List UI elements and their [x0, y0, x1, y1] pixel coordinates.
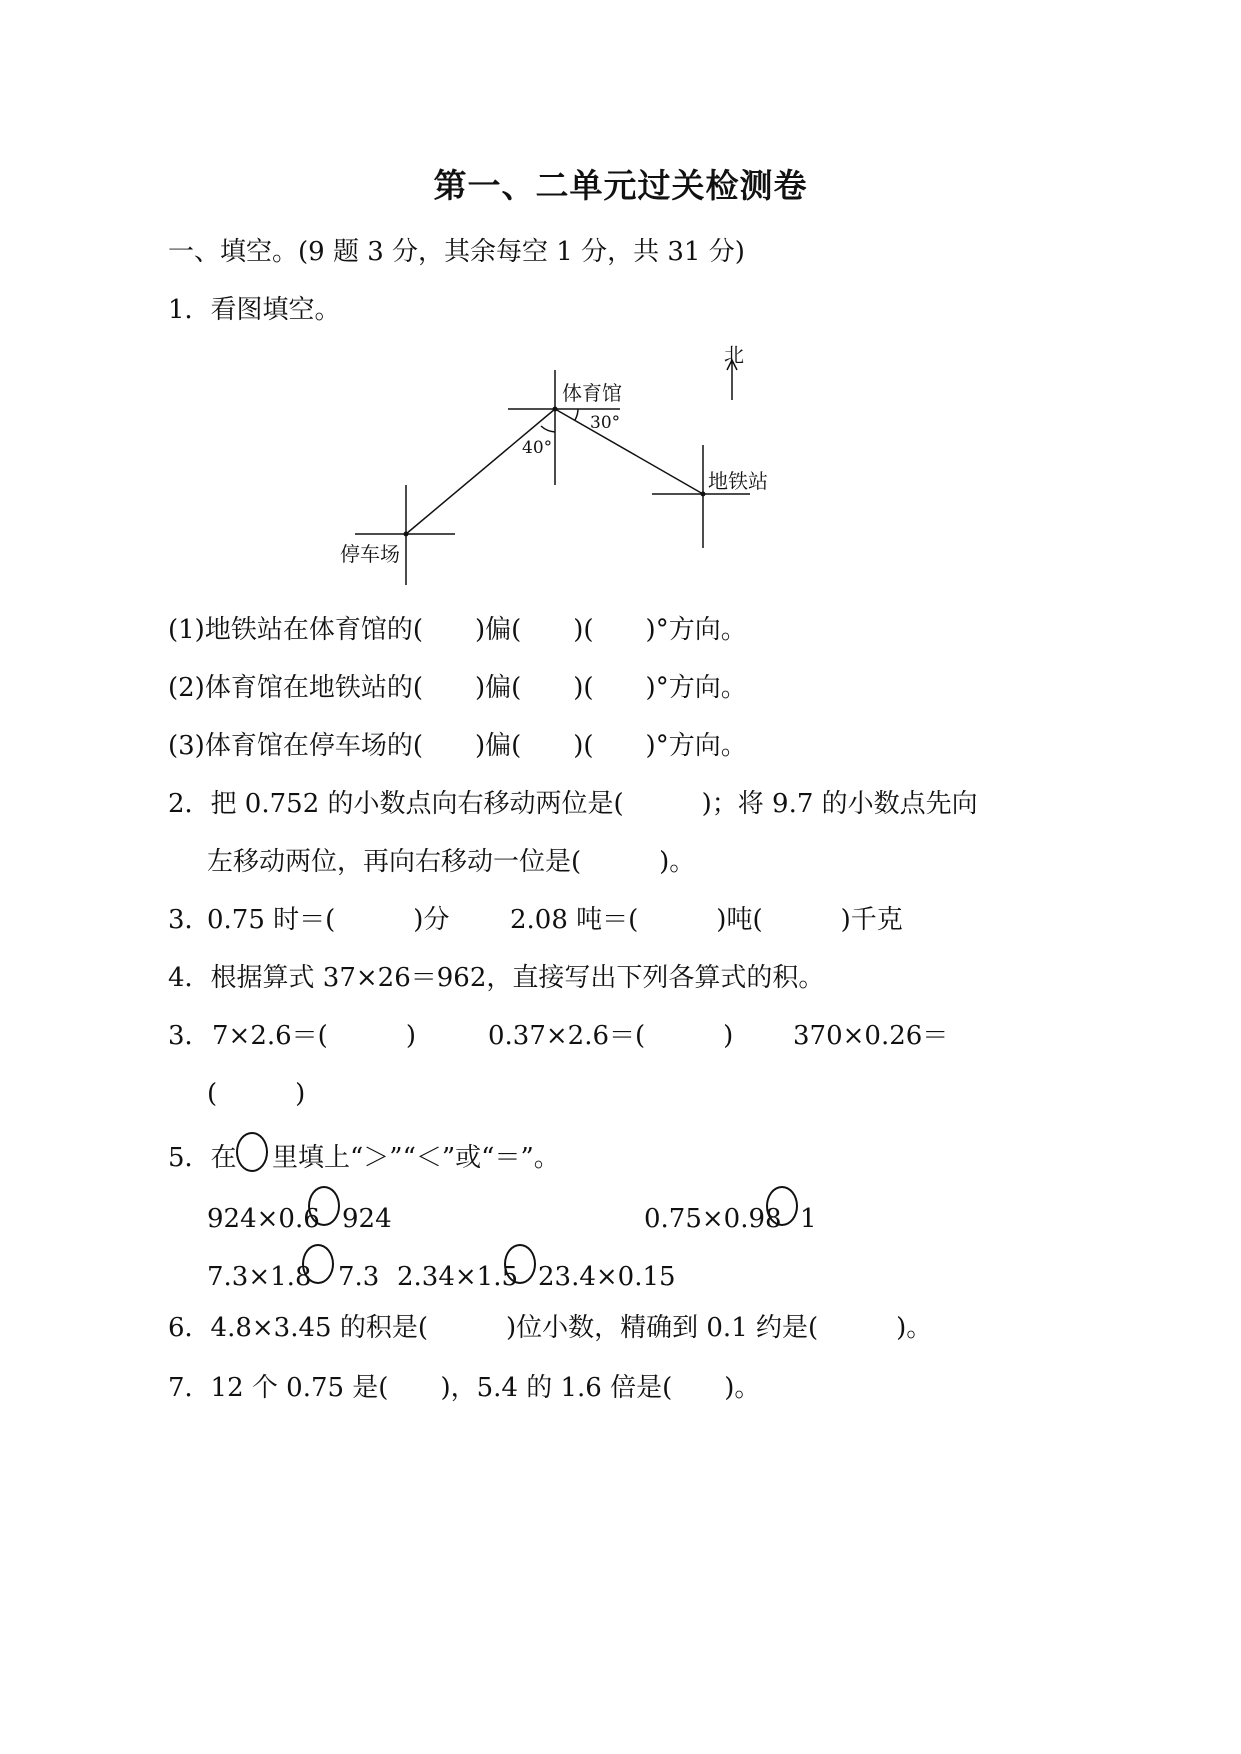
compare-4-circle[interactable] [504, 1244, 536, 1284]
question-5-prompt-a: 5．在 [168, 1143, 237, 1173]
question-3-part-a: 0.75 时＝( )分 [207, 905, 450, 935]
compare-3-left: 7.3×1.8 [207, 1262, 312, 1292]
page-title: 第一、二单元过关检测卷 [433, 166, 808, 205]
compare-3-right: 7.3 [338, 1262, 380, 1292]
question-4-prompt: 4．根据算式 37×26＝962，直接写出下列各算式的积。 [168, 963, 825, 993]
question-4-part-b: 0.37×2.6＝( ) [488, 1021, 734, 1051]
question-1-sub-3: (3)体育馆在停车场的( )偏( )( )°方向。 [168, 731, 747, 761]
question-1-sub-1: (1)地铁站在体育馆的( )偏( )( )°方向。 [168, 615, 747, 645]
angle-30-label: 30° [590, 413, 621, 433]
parking-label: 停车场 [340, 542, 400, 566]
angle-30-arc [575, 409, 578, 420]
blank-circle [236, 1132, 268, 1172]
subway-point [701, 492, 706, 497]
question-4-part-c-blank: ( ) [207, 1079, 306, 1109]
compare-1-right: 924 [342, 1204, 392, 1234]
north-label: 北 [724, 343, 744, 367]
question-4-label: 3． [168, 1021, 211, 1051]
question-5-prompt-b: 里填上“＞”“＜”或“＝”。 [272, 1143, 560, 1173]
stadium-label: 体育馆 [562, 381, 622, 405]
question-3-part-b: 2.08 吨＝( )吨( )千克 [510, 905, 903, 935]
question-2-line-1: 2．把 0.752 的小数点向右移动两位是( )；将 9.7 的小数点先向 [168, 789, 978, 819]
parking-point [404, 532, 409, 537]
stadium-point [553, 407, 558, 412]
compare-4-left: 2.34×1.5 [397, 1262, 519, 1292]
path-stadium-parking [406, 409, 555, 534]
direction-diagram [330, 340, 800, 600]
angle-40-arc [541, 426, 555, 432]
section-heading: 一、填空。(9 题 3 分，其余每空 1 分，共 31 分) [168, 237, 745, 267]
question-7: 7．12 个 0.75 是( )，5.4 的 1.6 倍是( )。 [168, 1373, 761, 1403]
compare-3-circle[interactable] [302, 1244, 334, 1284]
question-6: 6．4.8×3.45 的积是( )位小数，精确到 0.1 约是( )。 [168, 1313, 933, 1343]
compare-2-right: 1 [800, 1204, 817, 1234]
compare-4-right: 23.4×0.15 [538, 1262, 676, 1292]
path-stadium-subway [555, 409, 703, 494]
question-4-part-c: 370×0.26＝ [793, 1021, 949, 1051]
subway-label: 地铁站 [708, 469, 768, 493]
question-1-sub-2: (2)体育馆在地铁站的( )偏( )( )°方向。 [168, 673, 747, 703]
compare-1-left: 924×0.6 [207, 1204, 320, 1234]
question-1-prompt: 1．看图填空。 [168, 295, 341, 325]
question-2-line-2: 左移动两位，再向右移动一位是( )。 [207, 847, 696, 877]
compare-2-circle[interactable] [766, 1186, 798, 1226]
compare-2-left: 0.75×0.98 [644, 1204, 782, 1234]
question-4-part-a: 7×2.6＝( ) [212, 1021, 416, 1051]
angle-40-label: 40° [522, 438, 553, 458]
question-3-label: 3． [168, 905, 211, 935]
compare-1-circle[interactable] [308, 1186, 340, 1226]
